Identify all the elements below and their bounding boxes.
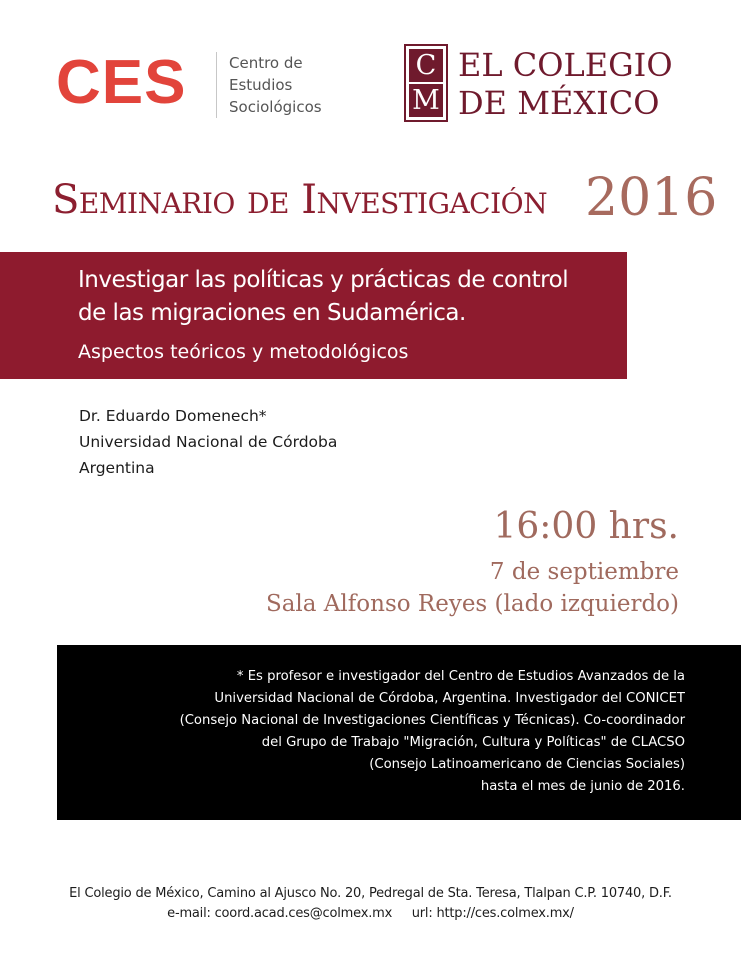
logo-divider — [216, 52, 217, 118]
event-time: 16:00 hrs. — [493, 506, 679, 547]
speaker-info — [79, 403, 337, 481]
bio-line: hasta el mes de junio de 2016. — [480, 779, 685, 794]
ces-name-line: Sociológicos — [229, 98, 322, 116]
speaker-name: Dr. Eduardo Domenech* — [79, 407, 267, 425]
talk-title-line: Investigar las políticas y prácticas de control — [78, 267, 569, 293]
ces-logo: CES — [56, 48, 187, 117]
colmex-mark-c: C — [409, 49, 443, 82]
ces-institution-name — [229, 52, 322, 118]
footer — [0, 884, 741, 924]
ces-name-line: Centro de — [229, 54, 303, 72]
seminar-year: 2016 — [585, 168, 718, 228]
colmex-mark-m: M — [409, 84, 443, 117]
footer-contact: e-mail: coord.acad.ces@colmex.mx url: http://ces.colmex.mx/ — [167, 906, 574, 921]
talk-subtitle: Aspectos teóricos y metodológicos — [78, 341, 409, 363]
ces-name-line: Estudios — [229, 76, 293, 94]
speaker-institution: Universidad Nacional de Córdoba — [79, 433, 338, 451]
colmex-institution-name — [458, 46, 673, 122]
bio-line: (Consejo Latinoamericano de Ciencias Sociales) — [369, 757, 685, 772]
bio-line: del Grupo de Trabajo "Migración, Cultura y Políticas" de CLACSO — [261, 735, 685, 750]
footer-address: El Colegio de México, Camino al Ajusco No. 20, Pedregal de Sta. Teresa, Tlalpan C.P. 10740, D.F. — [69, 886, 672, 901]
speaker-country: Argentina — [79, 459, 155, 477]
event-date: 7 de septiembre — [489, 559, 679, 585]
event-place: Sala Alfonso Reyes (lado izquierdo) — [265, 591, 679, 617]
bio-line: * Es profesor e investigador del Centro de Estudios Avanzados de la — [236, 669, 685, 684]
seminar-title: Seminario de Investigación — [52, 177, 548, 223]
colmex-name-line: DE MÉXICO — [458, 84, 660, 122]
colmex-name-line: EL COLEGIO — [458, 46, 673, 84]
bio-line: Universidad Nacional de Córdoba, Argentina. Investigador del CONICET — [214, 691, 685, 706]
talk-title-line: de las migraciones en Sudamérica. — [78, 300, 466, 326]
colmex-logo-mark — [404, 44, 448, 122]
speaker-bio-text — [180, 666, 685, 798]
bio-line: (Consejo Nacional de Investigaciones Científicas y Técnicas). Co-coordinador — [179, 713, 685, 728]
